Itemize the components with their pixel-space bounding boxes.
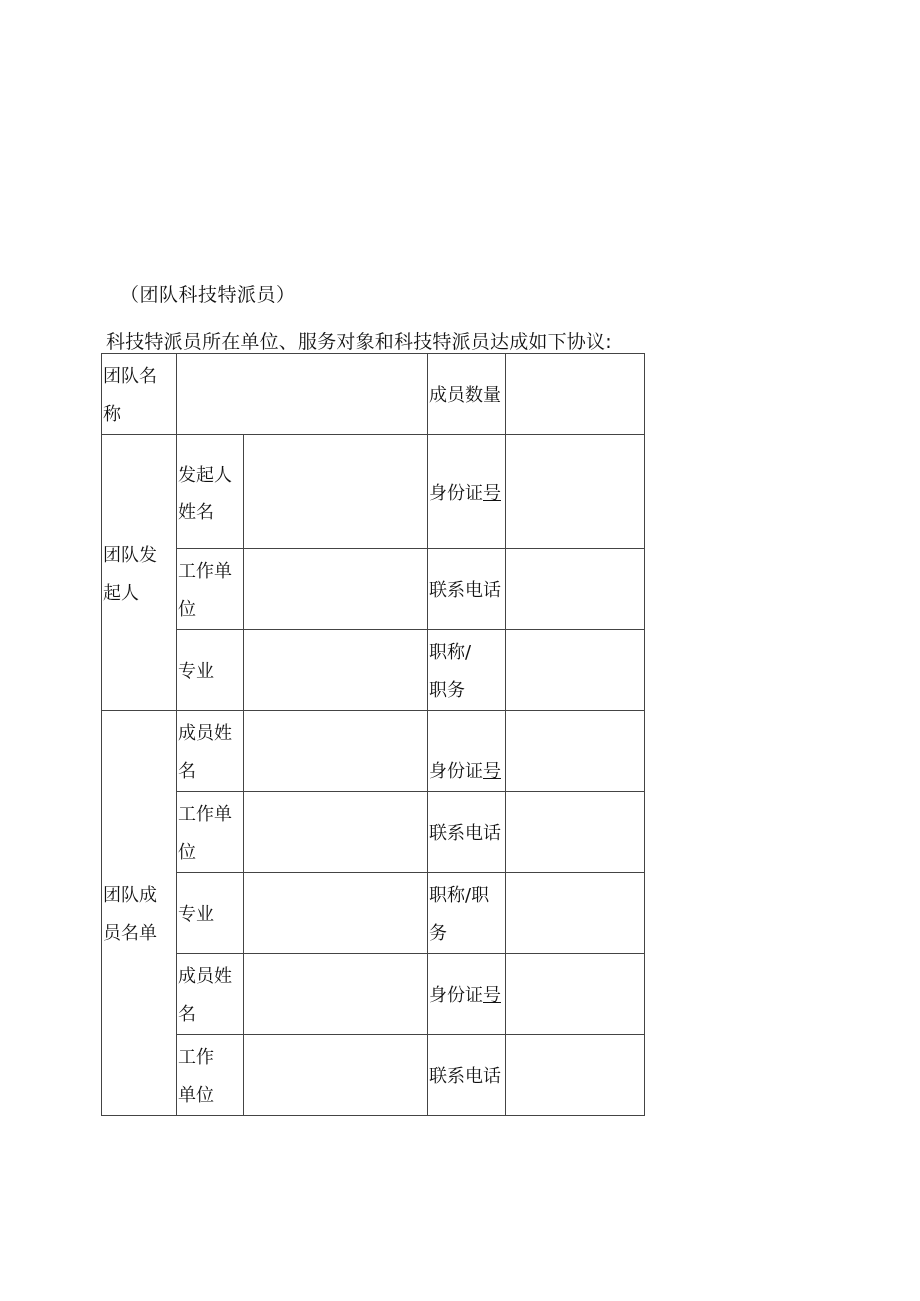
initiator-id-value[interactable] bbox=[506, 490, 644, 494]
member1-title-field[interactable] bbox=[506, 873, 645, 954]
member2-id-label: 身份证 bbox=[429, 985, 483, 1006]
initiator-phone-value[interactable] bbox=[506, 587, 644, 591]
member2-phone-value[interactable] bbox=[506, 1073, 644, 1077]
member2-phone-label-cell bbox=[428, 1035, 506, 1116]
initiator-name-value[interactable] bbox=[244, 490, 427, 494]
member1-phone-label-cell bbox=[428, 792, 506, 873]
member1-title-label: 职称/职务 bbox=[429, 885, 490, 944]
member1-work-label-cell bbox=[177, 792, 244, 873]
agreement-intro: 科技特派员所在单位、服务对象和科技特派员达成如下协议: bbox=[106, 331, 612, 353]
team-name-label: 团队名称 bbox=[103, 366, 157, 425]
initiator-phone-label-cell bbox=[428, 549, 506, 630]
team-registration-table bbox=[101, 353, 645, 1116]
member2-work-unit-value[interactable] bbox=[244, 1073, 427, 1077]
initiator-title-value[interactable] bbox=[506, 668, 644, 672]
member1-phone-field[interactable] bbox=[506, 792, 645, 873]
member2-work-field[interactable] bbox=[244, 1035, 428, 1116]
member2-id-value[interactable] bbox=[506, 992, 644, 996]
initiator-title-label: 职称/职务 bbox=[429, 642, 472, 701]
member2-id-label-cell bbox=[428, 954, 506, 1035]
initiator-phone-label: 联系电话 bbox=[429, 580, 501, 601]
initiator-name-field[interactable] bbox=[244, 435, 428, 549]
member2-name-row bbox=[102, 954, 645, 1035]
initiator-major-label: 专业 bbox=[178, 661, 214, 682]
initiator-name-label: 发起人姓名 bbox=[178, 464, 232, 523]
initiator-group-label: 团队发起人 bbox=[103, 544, 157, 604]
member1-id-label: 身份证 bbox=[429, 761, 483, 782]
initiator-id-field[interactable] bbox=[506, 435, 645, 549]
initiator-work-unit-value[interactable] bbox=[244, 587, 427, 591]
initiator-work-field[interactable] bbox=[244, 549, 428, 630]
member1-name-row bbox=[102, 711, 645, 792]
member2-work-unit-label: 工作单位 bbox=[178, 1047, 214, 1106]
member1-phone-label: 联系电话 bbox=[429, 823, 501, 844]
member2-name-field[interactable] bbox=[244, 954, 428, 1035]
initiator-major-value[interactable] bbox=[244, 668, 427, 672]
member2-name-label-cell bbox=[177, 954, 244, 1035]
initiator-work-row bbox=[102, 549, 645, 630]
team-name-field[interactable] bbox=[177, 354, 428, 435]
member1-work-unit-value[interactable] bbox=[244, 830, 427, 834]
member1-name-value[interactable] bbox=[244, 749, 427, 753]
members-group-label-cell bbox=[102, 711, 177, 1116]
member1-major-label-cell bbox=[177, 873, 244, 954]
member-count-field[interactable] bbox=[506, 354, 645, 435]
initiator-id-label-tail: 号 bbox=[483, 482, 501, 504]
members-group-label: 团队成员名单 bbox=[103, 885, 157, 944]
member1-name-field[interactable] bbox=[244, 711, 428, 792]
member1-title-value[interactable] bbox=[506, 911, 644, 915]
member1-work-row bbox=[102, 792, 645, 873]
member1-major-label: 专业 bbox=[178, 904, 214, 925]
initiator-name-label-cell bbox=[177, 435, 244, 549]
initiator-title-label-cell bbox=[428, 630, 506, 711]
member1-title-label-cell bbox=[428, 873, 506, 954]
initiator-name-row bbox=[102, 435, 645, 549]
initiator-id-label-cell bbox=[428, 435, 506, 549]
member-count-label-cell bbox=[428, 354, 506, 435]
member-count-label: 成员数量 bbox=[429, 385, 501, 406]
member1-work-field[interactable] bbox=[244, 792, 428, 873]
initiator-work-unit-label: 工作单位 bbox=[178, 561, 232, 620]
member1-name-label-cell bbox=[177, 711, 244, 792]
document-subtitle: （团队科技特派员） bbox=[120, 284, 296, 306]
member2-work-row bbox=[102, 1035, 645, 1116]
initiator-major-row bbox=[102, 630, 645, 711]
initiator-phone-field[interactable] bbox=[506, 549, 645, 630]
member1-id-label-cell bbox=[428, 711, 506, 792]
initiator-group-label-cell bbox=[102, 435, 177, 711]
team-name-row bbox=[102, 354, 645, 435]
member2-id-field[interactable] bbox=[506, 954, 645, 1035]
initiator-work-label-cell bbox=[177, 549, 244, 630]
member-count-value[interactable] bbox=[506, 392, 644, 396]
member1-name-label: 成员姓名 bbox=[178, 723, 232, 782]
member2-phone-field[interactable] bbox=[506, 1035, 645, 1116]
member1-id-label-tail: 号 bbox=[483, 761, 501, 782]
member2-id-label-tail: 号 bbox=[483, 985, 501, 1006]
team-name-label-cell bbox=[102, 354, 177, 435]
initiator-id-label: 身份证 bbox=[429, 482, 483, 504]
member2-work-label-cell bbox=[177, 1035, 244, 1116]
member1-major-value[interactable] bbox=[244, 911, 427, 915]
member1-major-row bbox=[102, 873, 645, 954]
member1-id-value[interactable] bbox=[506, 749, 644, 753]
initiator-major-field[interactable] bbox=[244, 630, 428, 711]
team-name-value[interactable] bbox=[177, 392, 427, 396]
member2-name-label: 成员姓名 bbox=[178, 966, 232, 1025]
member1-phone-value[interactable] bbox=[506, 830, 644, 834]
initiator-title-field[interactable] bbox=[506, 630, 645, 711]
member2-name-value[interactable] bbox=[244, 992, 427, 996]
member2-phone-label: 联系电话 bbox=[429, 1066, 501, 1087]
member1-id-field[interactable] bbox=[506, 711, 645, 792]
member1-major-field[interactable] bbox=[244, 873, 428, 954]
member1-work-unit-label: 工作单位 bbox=[178, 804, 232, 863]
initiator-major-label-cell bbox=[177, 630, 244, 711]
